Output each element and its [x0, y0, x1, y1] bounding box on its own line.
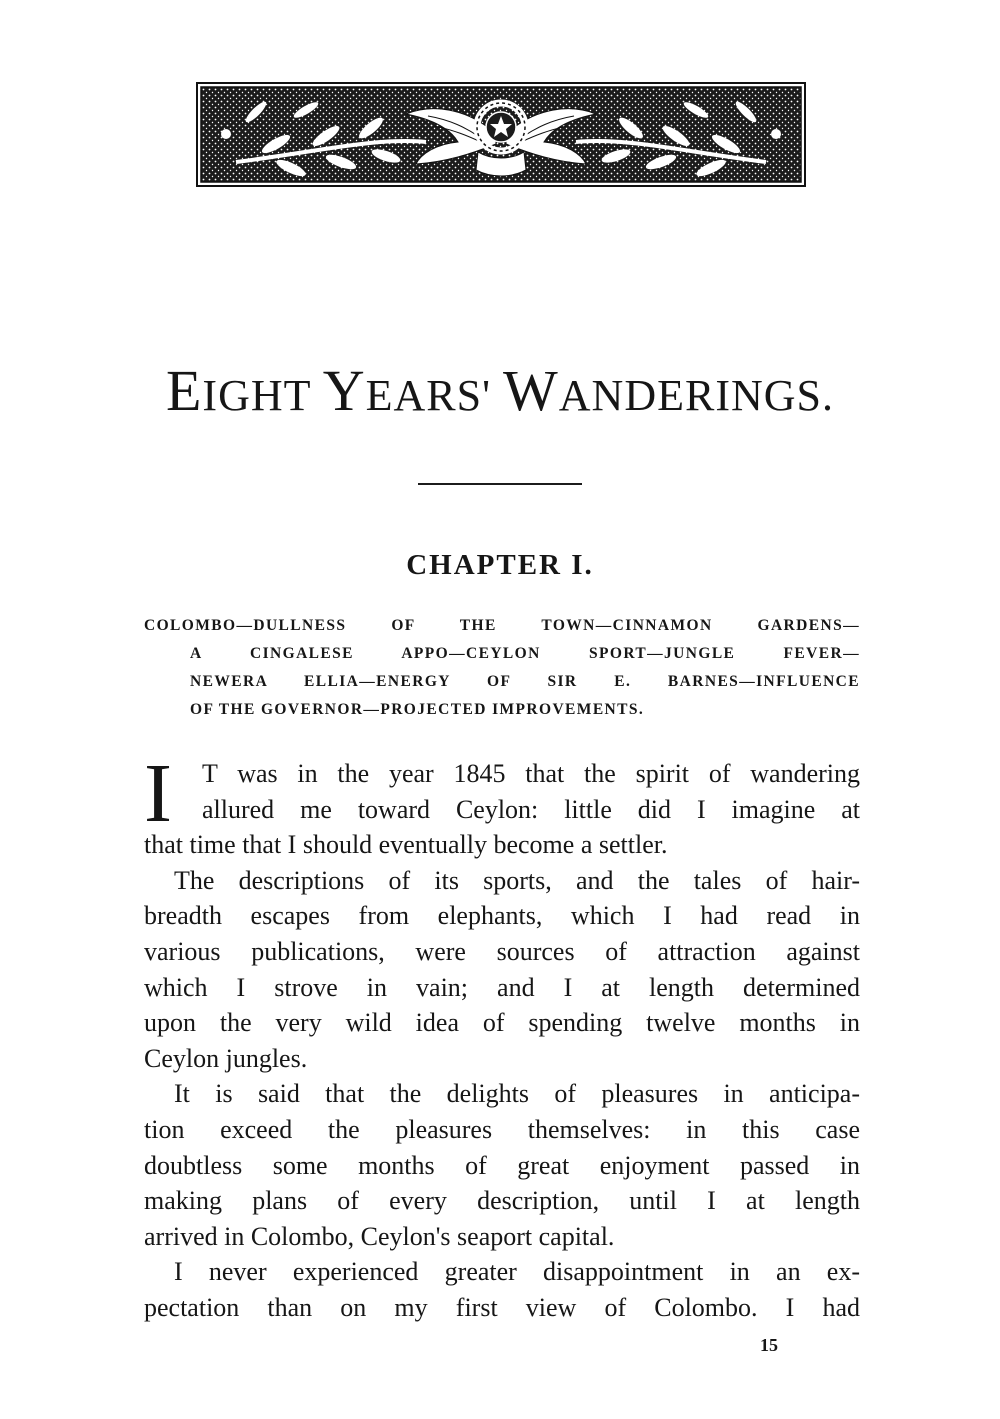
text-line: tion exceed the pleasures themselves: in this case	[144, 1114, 860, 1144]
book-title	[0, 358, 1000, 423]
text-line: Ceylon jungles.	[144, 1043, 308, 1073]
text-line: upon the very wild idea of spending twelve months in	[144, 1008, 860, 1038]
body-text	[144, 756, 860, 1326]
chapter-synopsis	[144, 612, 860, 724]
text-line: breadth escapes from elephants, which I had read in	[144, 901, 860, 931]
page-number: 15	[760, 1335, 778, 1355]
title-word-eight: IGHT	[202, 371, 323, 420]
text-line: doubtless some months of great enjoyment passed in	[144, 1150, 860, 1180]
text-line: that time that I should eventually become a settler.	[144, 830, 668, 860]
text-line: arrived in Colombo, Ceylon's seaport capital.	[144, 1221, 615, 1251]
title-cap-e: E	[165, 358, 203, 423]
drop-cap: I	[144, 747, 172, 840]
title-divider	[418, 483, 582, 485]
text-line: allured me toward Ceylon: little did I imagine at	[202, 794, 860, 824]
text-line: making plans of every description, until I at length	[144, 1186, 860, 1216]
title-word-wanderings: ANDERINGS.	[558, 371, 834, 420]
text-line: T was in the year 1845 that the spirit of wandering	[202, 759, 860, 788]
text-line: It is said that the delights of pleasures in anticipa-	[174, 1079, 860, 1109]
synopsis-line: A CINGALESE APPO—CEYLON SPORT—JUNGLE FEVER—	[190, 645, 860, 662]
text-line: which I strove in vain; and I at length determined	[144, 972, 860, 1002]
synopsis-line: COLOMBO—DULLNESS OF THE TOWN—CINNAMON GARDENS—	[144, 617, 860, 634]
text-line: The descriptions of its sports, and the tales of hair-	[174, 865, 860, 895]
text-line: various publications, were sources of attraction against	[144, 936, 860, 966]
synopsis-line: NEWERA ELLIA—ENERGY OF SIR E. BARNES—INFLUENCE	[190, 673, 860, 690]
ornamental-headpiece	[196, 82, 806, 187]
title-word-years: EARS'	[365, 371, 504, 420]
wreath-and-wings-icon	[196, 82, 806, 187]
chapter-heading: CHAPTER I.	[406, 549, 594, 581]
title-cap-w: W	[503, 358, 559, 423]
title-cap-y: Y	[322, 358, 366, 423]
text-line: pectation than on my first view of Colombo. I had	[144, 1292, 860, 1322]
synopsis-line: OF THE GOVERNOR—PROJECTED IMPROVEMENTS.	[190, 701, 645, 718]
text-line: I never experienced greater disappointment in an ex-	[174, 1257, 860, 1287]
